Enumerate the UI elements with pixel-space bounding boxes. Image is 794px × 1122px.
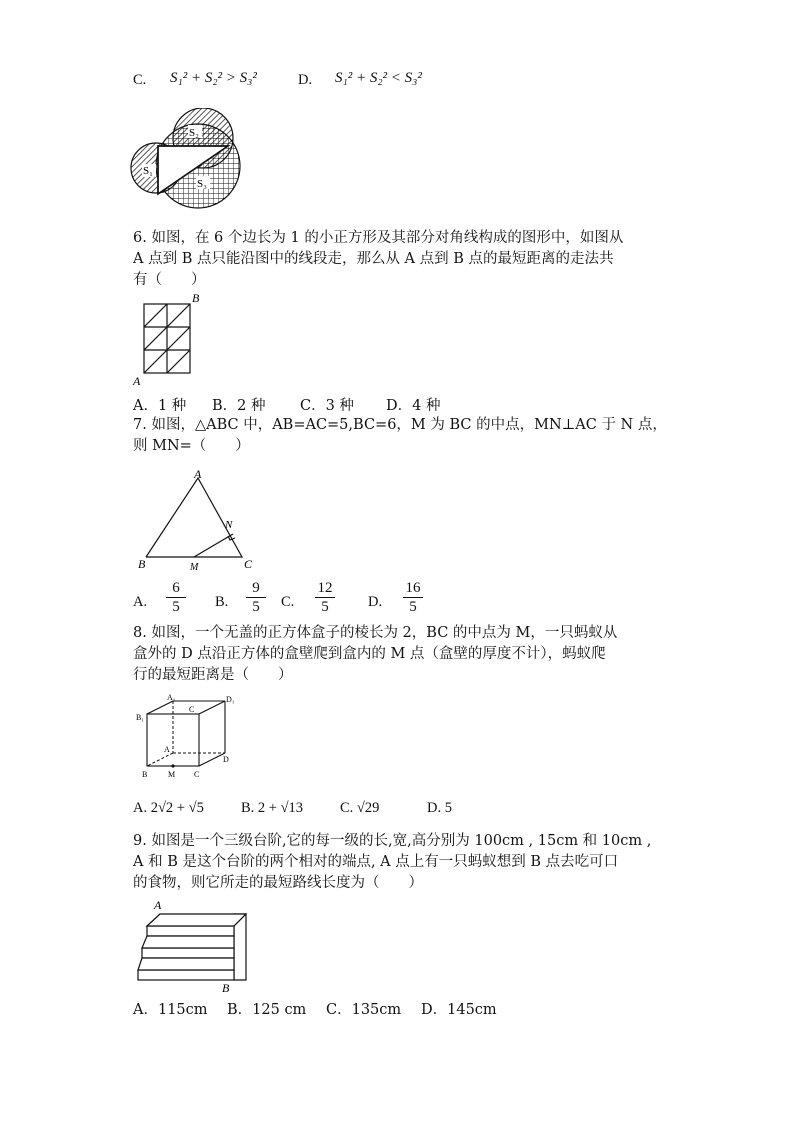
q8-label-d: D <box>223 755 229 764</box>
q7-option-d-num: 16 <box>403 580 423 598</box>
q7-label-n: N <box>225 519 233 531</box>
q6-stem-line2: A 点到 B 点只能沿图中的线段走，那么从 A 点到 B 点的最短距离的走法共 <box>133 251 614 267</box>
q7-option-a-fraction <box>166 580 186 616</box>
q7-stem-line2: 则 MN=（ ） <box>133 438 250 454</box>
q8-option-d[interactable]: D. 5 <box>427 800 452 816</box>
q7-option-a[interactable]: A. <box>133 594 148 610</box>
q6-option-b[interactable]: B．2 种 <box>212 398 266 414</box>
q6-option-d[interactable]: D．4 种 <box>386 398 441 414</box>
q9-stairs-figure <box>134 896 254 994</box>
q6-stem-line1: 6. 如图，在 6 个边长为 1 的小正方形及其部分对角线构成的图形中，如图从 <box>133 230 624 246</box>
q8-stem-line2: 盒外的 D 点沿正方体的盒壁爬到盒内的 M 点（盒壁的厚度不计），蚂蚁爬 <box>133 646 606 662</box>
q8-label-c1: C <box>189 705 195 714</box>
q7-label-m: M <box>190 562 199 573</box>
q8-label-b1: B₁ <box>136 713 145 722</box>
q7-label-c: C <box>244 557 253 571</box>
q5-option-c[interactable] <box>133 72 146 89</box>
q9-option-b[interactable]: B．125 cm <box>227 1002 307 1018</box>
q8-stem-line3: 行的最短距离是（ ） <box>133 667 293 683</box>
q9-stem-line3: 的食物，则它所走的最短路线长度为（ ） <box>133 875 423 891</box>
q9-stem-line2: A 和 B 是这个台阶的两个相对的端点, A 点上有一只蚂蚁想到 B 点去吃可口 <box>133 854 619 870</box>
q5-semicircle-figure <box>128 108 243 214</box>
q9-option-c[interactable]: C．135cm <box>326 1002 402 1018</box>
q7-option-c-fraction <box>315 580 335 616</box>
q8-label-m: M <box>168 770 176 779</box>
q7-option-d-fraction <box>403 580 423 616</box>
q7-label-a: A <box>194 468 202 481</box>
q6-label-b: B <box>192 291 200 305</box>
q8-label-d1: D₁ <box>226 695 235 704</box>
q5-label-s1: S₁ <box>143 165 153 177</box>
q7-option-a-num: 6 <box>166 580 186 598</box>
q5-label-s3: S₃ <box>197 178 207 190</box>
q7-option-b-num: 9 <box>246 580 266 598</box>
q7-option-b[interactable]: B. <box>215 594 229 610</box>
q6-option-c[interactable]: C．3 种 <box>300 398 354 414</box>
q5-option-d-label: D. <box>298 72 313 88</box>
q7-stem-line1: 7. 如图，△ABC 中，AB=AC=5,BC=6，M 为 BC 的中点，MN⊥AC 于 N 点， <box>133 417 667 433</box>
q5-option-d-expr: S₁² + S₂² < S₃² <box>335 70 422 86</box>
q5-option-c-expr: S₁² + S₂² > S₃² <box>170 70 257 86</box>
q7-triangle-figure <box>132 468 262 574</box>
q8-label-a1: A₁ <box>167 693 176 702</box>
q7-option-c[interactable]: C. <box>281 594 295 610</box>
q6-grid-figure <box>130 290 210 390</box>
q9-stem-line1: 9. 如图是一个三级台阶,它的每一级的长,宽,高分别为 100cm , 15cm 和 10cm , <box>133 833 652 849</box>
q8-cube-figure <box>133 692 243 782</box>
q7-option-d-den: 5 <box>409 599 417 615</box>
q8-label-c: C <box>194 770 200 779</box>
q6-label-a: A <box>133 374 141 388</box>
q8-label-b: B <box>142 770 148 779</box>
q7-option-b-fraction <box>246 580 266 616</box>
q5-option-d[interactable] <box>298 72 312 89</box>
q9-label-a: A <box>154 898 162 912</box>
q8-stem-line1: 8. 如图，一个无盖的正方体盒子的棱长为 2，BC 的中点为 M，一只蚂蚁从 <box>133 625 618 641</box>
q8-option-a[interactable]: A. 2√2 + √5 <box>133 800 204 816</box>
q7-option-a-den: 5 <box>172 599 180 615</box>
q7-option-c-den: 5 <box>321 599 329 615</box>
q9-option-d[interactable]: D．145cm <box>421 1002 497 1018</box>
q7-label-b: B <box>138 557 146 571</box>
q7-option-b-den: 5 <box>252 599 260 615</box>
q8-option-c[interactable]: C. √29 <box>340 800 380 816</box>
q8-option-b[interactable]: B. 2 + √13 <box>241 800 304 816</box>
q6-option-a[interactable]: A．1 种 <box>133 398 187 414</box>
q7-option-c-num: 12 <box>315 580 335 598</box>
q6-stem-line3: 有（ ） <box>133 272 206 288</box>
q9-label-b: B <box>222 981 230 994</box>
q7-option-d[interactable]: D. <box>368 594 383 610</box>
q5-option-c-label: C. <box>133 72 147 88</box>
q9-option-a[interactable]: A．115cm <box>133 1002 208 1018</box>
q8-label-a: A <box>164 745 170 754</box>
q5-label-s2: S₂ <box>189 127 199 139</box>
